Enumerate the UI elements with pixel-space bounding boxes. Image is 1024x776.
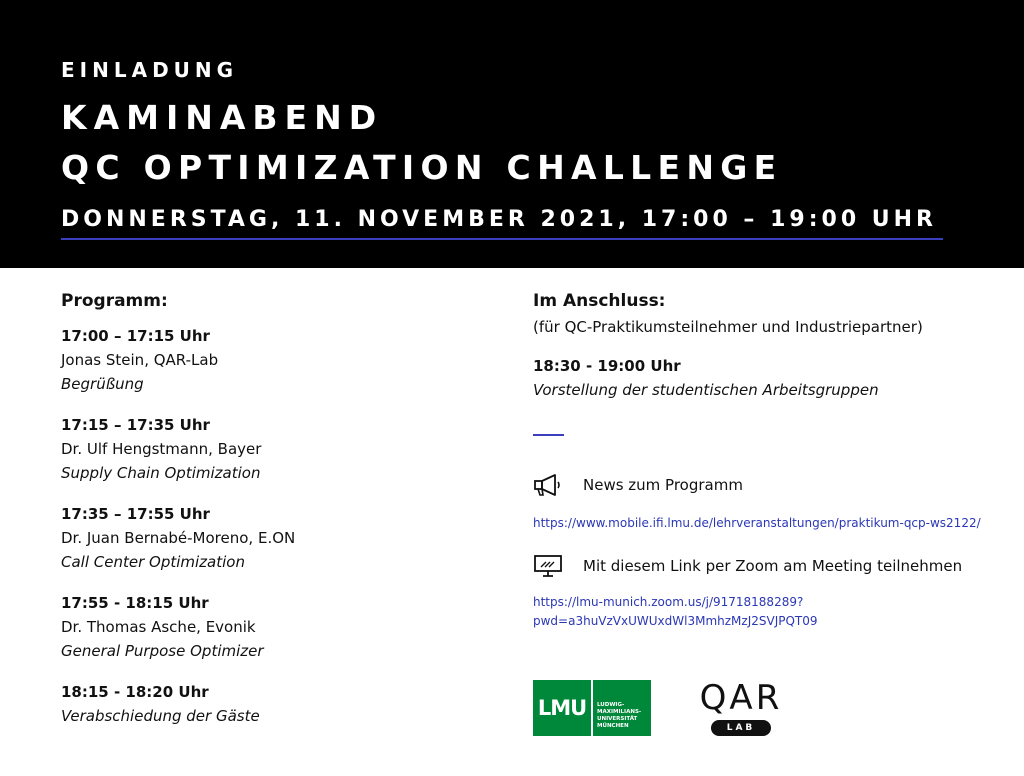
- zoom-label: Mit diesem Link per Zoom am Meeting teilnehmen: [583, 557, 963, 575]
- program-speaker: Jonas Stein, QAR-Lab: [61, 351, 219, 369]
- qar-lab-logo: [693, 678, 789, 738]
- news-link[interactable]: https://www.mobile.ifi.lmu.de/lehrveranstaltungen/praktikum-qcp-ws2122/: [533, 516, 981, 530]
- lmu-logo: [533, 680, 651, 736]
- program-time: 17:15 – 17:35 Uhr: [61, 416, 210, 434]
- program-item: [61, 413, 481, 485]
- news-row: [533, 472, 1003, 498]
- zoom-link-line1[interactable]: https://lmu-munich.zoom.us/j/91718188289?: [533, 595, 804, 609]
- program-column: [61, 290, 481, 745]
- program-topic: Supply Chain Optimization: [61, 464, 261, 482]
- program-time: 17:35 – 17:55 Uhr: [61, 505, 210, 523]
- event-title-line1: KAMINABEND: [61, 98, 384, 137]
- zoom-link-line2[interactable]: pwd=a3huVzVxUWUxdWl3MmhzMzJ2SVJPQT09: [533, 614, 818, 628]
- lmu-divider: [591, 680, 593, 736]
- program-list: [61, 324, 481, 728]
- after-column: [533, 290, 1003, 631]
- lmu-wordmark: [597, 702, 641, 730]
- zoom-row: [533, 553, 1003, 579]
- header-banner: [0, 0, 1024, 268]
- section-divider: [533, 434, 564, 436]
- program-item: [61, 591, 481, 663]
- program-item: [61, 680, 481, 728]
- program-item: [61, 324, 481, 396]
- program-topic: General Purpose Optimizer: [61, 642, 264, 660]
- after-item: [533, 354, 1003, 402]
- lmu-wordmark-line: UNIVERSITÄT: [597, 716, 638, 722]
- news-label: News zum Programm: [583, 476, 743, 494]
- program-time: 18:15 - 18:20 Uhr: [61, 683, 209, 701]
- after-time: 18:30 - 19:00 Uhr: [533, 357, 681, 375]
- program-time: 17:00 – 17:15 Uhr: [61, 327, 210, 345]
- event-date: DONNERSTAG, 11. NOVEMBER 2021, 17:00 – 19:00 UHR: [61, 207, 937, 232]
- zoom-link[interactable]: [533, 593, 1003, 631]
- qar-lab-badge: LAB: [711, 720, 771, 736]
- megaphone-icon: [533, 472, 563, 498]
- lmu-mark: LMU: [537, 696, 587, 720]
- lmu-wordmark-line: MÜNCHEN: [597, 723, 629, 729]
- after-topic: Vorstellung der studentischen Arbeitsgruppen: [533, 381, 879, 399]
- lmu-wordmark-line: LUDWIG-: [597, 702, 625, 708]
- program-topic: Begrüßung: [61, 375, 144, 393]
- invitation-kicker: EINLADUNG: [61, 58, 239, 82]
- after-subtitle: (für QC-Praktikumsteilnehmer und Industriepartner): [533, 318, 923, 336]
- monitor-icon: [533, 553, 563, 579]
- program-speaker: Dr. Juan Bernabé-Moreno, E.ON: [61, 529, 296, 547]
- program-speaker: Dr. Thomas Asche, Evonik: [61, 618, 256, 636]
- after-title: Im Anschluss:: [533, 291, 666, 311]
- program-title: Programm:: [61, 291, 168, 311]
- event-title-line2: QC OPTIMIZATION CHALLENGE: [61, 148, 783, 187]
- qar-mark: QAR: [699, 678, 783, 718]
- program-time: 17:55 - 18:15 Uhr: [61, 594, 209, 612]
- program-item: [61, 502, 481, 574]
- program-speaker: Dr. Ulf Hengstmann, Bayer: [61, 440, 262, 458]
- lmu-wordmark-line: MAXIMILIANS-: [597, 709, 642, 715]
- program-topic: Verabschiedung der Gäste: [61, 707, 260, 725]
- header-divider: [61, 238, 943, 240]
- program-topic: Call Center Optimization: [61, 553, 245, 571]
